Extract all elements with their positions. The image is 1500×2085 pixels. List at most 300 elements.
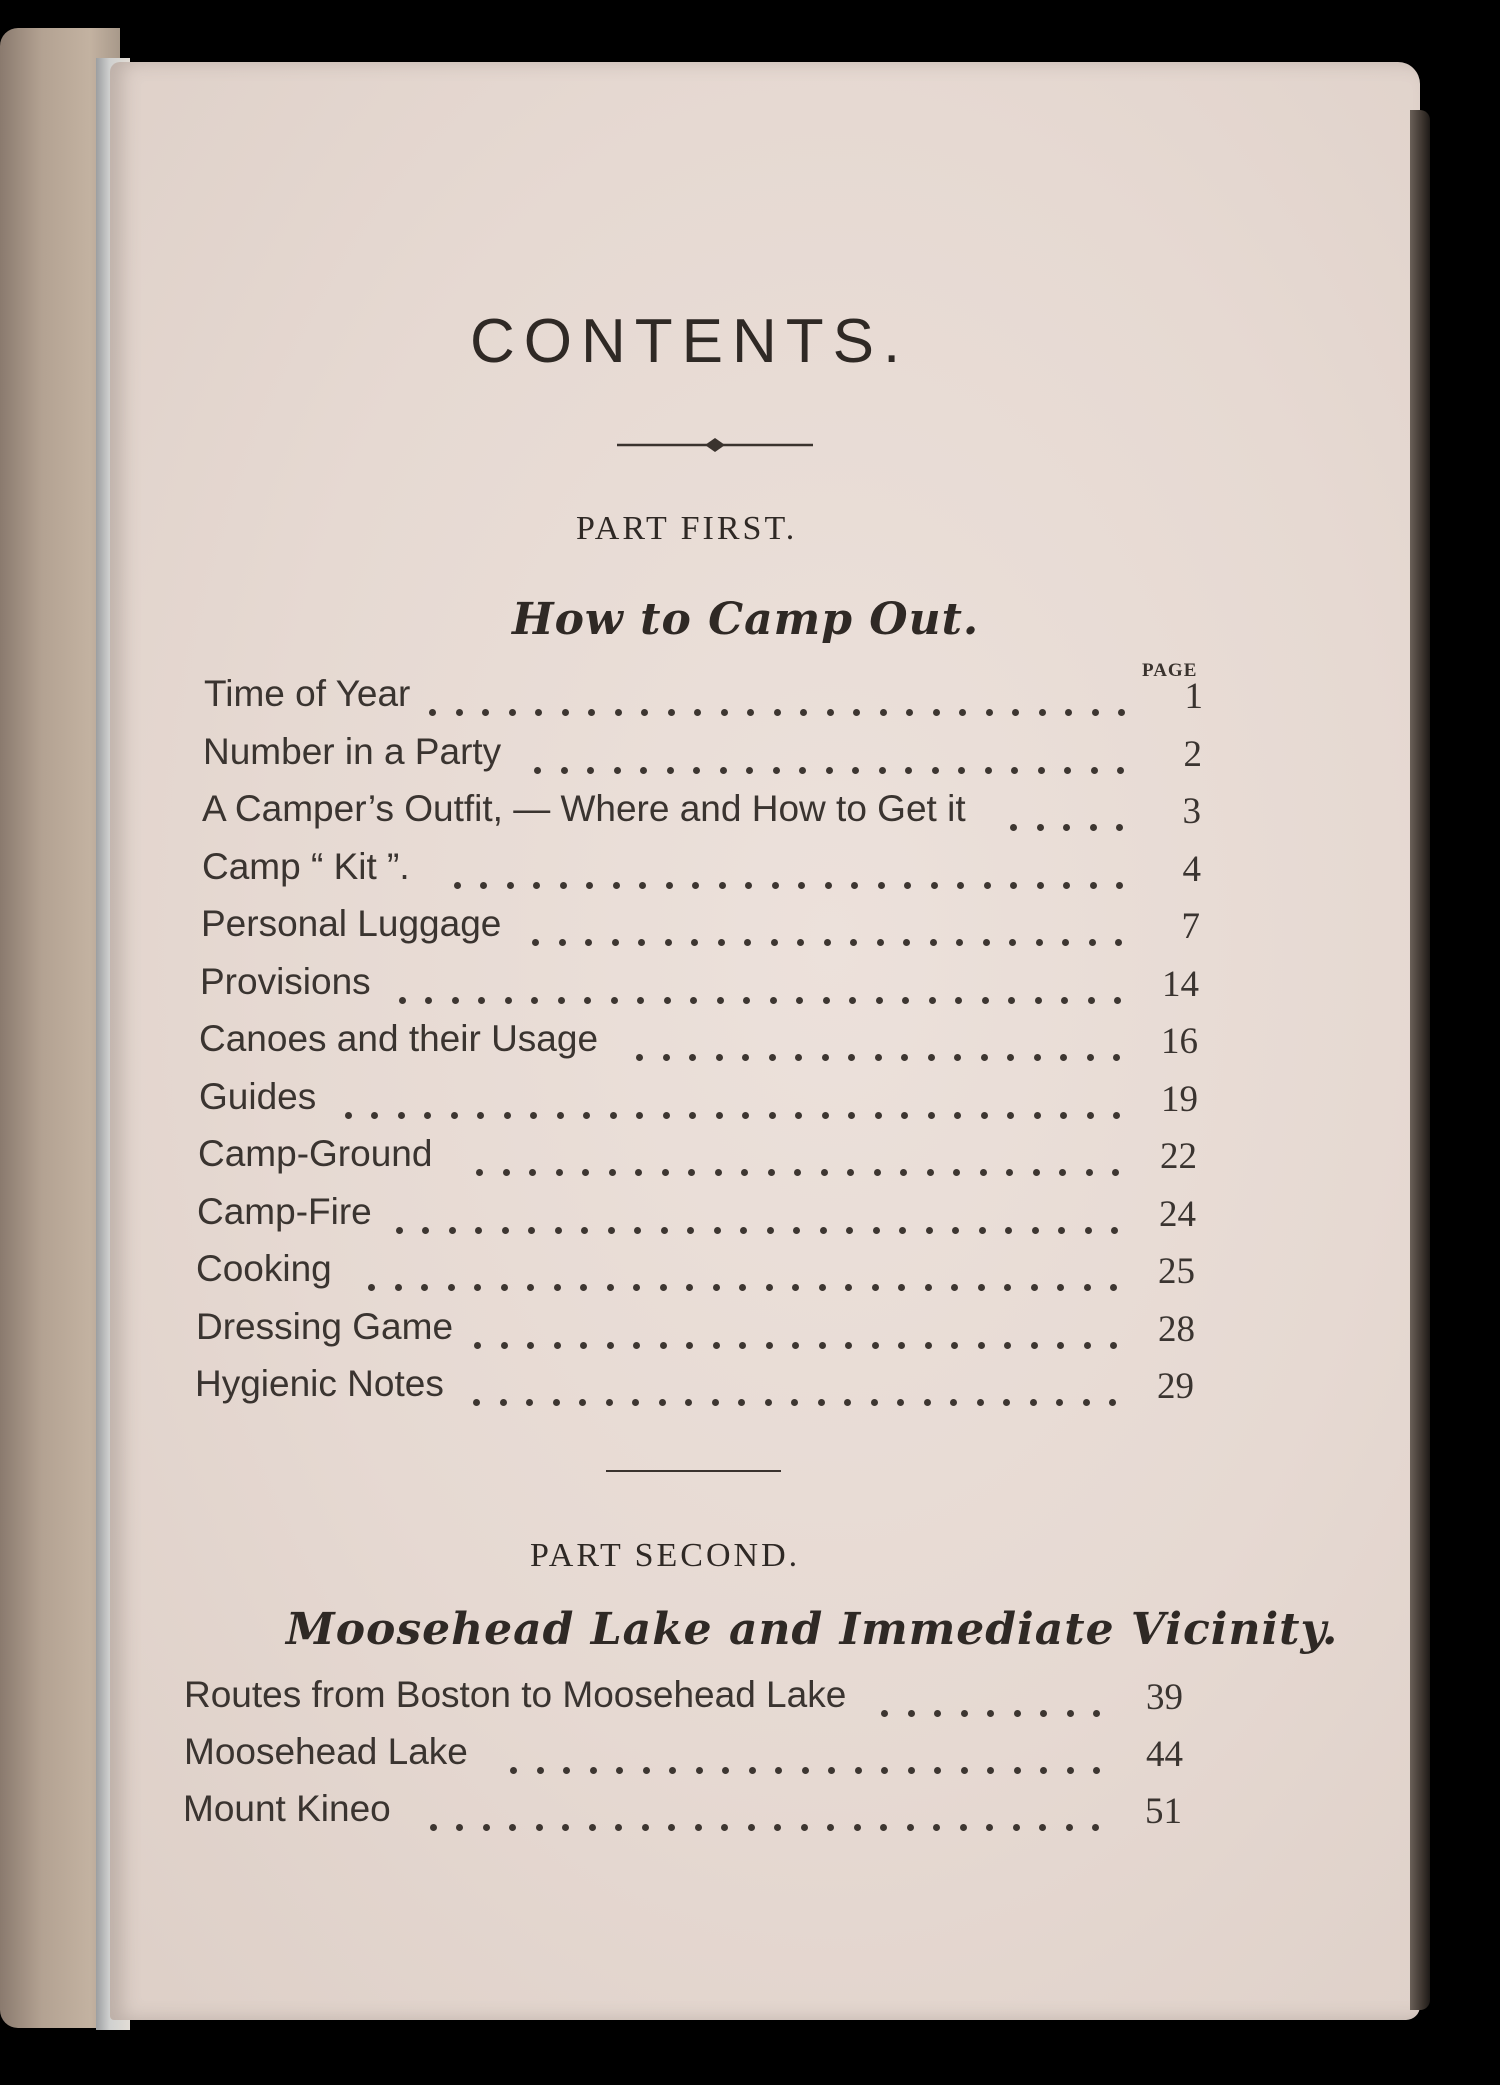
leader-dot bbox=[982, 997, 989, 1004]
leader-dot bbox=[933, 709, 940, 716]
leader-dot bbox=[795, 1112, 802, 1119]
leader-dot bbox=[765, 1399, 772, 1406]
leader-dot bbox=[588, 709, 595, 716]
leader-dot bbox=[874, 1169, 881, 1176]
toc-entry-page: 7 bbox=[1181, 906, 1200, 947]
leader-dot bbox=[987, 1710, 994, 1717]
leader-dot bbox=[1090, 882, 1097, 889]
leader-dot bbox=[1035, 997, 1042, 1004]
toc-entry-page: 16 bbox=[1161, 1021, 1198, 1062]
leader-dot bbox=[978, 1284, 985, 1291]
leader-dot bbox=[636, 1054, 643, 1061]
leader-dot bbox=[769, 1054, 776, 1061]
leader-dot bbox=[1110, 1342, 1117, 1349]
leader-dot bbox=[802, 1767, 809, 1774]
leader-dot bbox=[613, 882, 620, 889]
leader-dot bbox=[1034, 1054, 1041, 1061]
toc-entry-title: Cooking bbox=[196, 1248, 332, 1289]
leader-dot bbox=[927, 1169, 934, 1176]
toc-entry-page: 4 bbox=[1182, 848, 1201, 890]
toc-entry-title: A Camper’s Outfit, — Where and How to Get it bbox=[202, 788, 966, 829]
leader-dot bbox=[1067, 1767, 1074, 1774]
leader-dot bbox=[456, 709, 463, 716]
leader-dot bbox=[956, 939, 963, 946]
leader-dot bbox=[954, 1112, 961, 1119]
right-page-edge bbox=[1410, 110, 1430, 2010]
leader-dot bbox=[770, 997, 777, 1004]
leader-dot bbox=[688, 1169, 695, 1176]
leader-dot bbox=[1084, 1284, 1091, 1291]
toc-entry-title: Provisions bbox=[200, 960, 371, 1002]
leader-dot bbox=[456, 1824, 463, 1831]
leader-dot bbox=[668, 709, 675, 716]
leader-dot bbox=[584, 997, 591, 1004]
leader-dot bbox=[930, 939, 937, 946]
leader-dot bbox=[1004, 1342, 1011, 1349]
leader-dot bbox=[634, 1227, 641, 1234]
leader-dot bbox=[1040, 1710, 1047, 1717]
leader-dot bbox=[719, 882, 726, 889]
leader-dot bbox=[476, 1169, 483, 1176]
leader-dot bbox=[610, 1112, 617, 1119]
leader-dot bbox=[961, 1710, 968, 1717]
leader-dot bbox=[904, 882, 911, 889]
leader-dot bbox=[717, 997, 724, 1004]
leader-dot bbox=[978, 1342, 985, 1349]
leader-dot bbox=[855, 1767, 862, 1774]
leader-dot bbox=[1038, 767, 1045, 774]
toc-entry-page: 24 bbox=[1159, 1193, 1196, 1235]
leader-dot bbox=[987, 1767, 994, 1774]
leader-dot bbox=[907, 1824, 914, 1831]
leader-dot bbox=[1087, 1112, 1094, 1119]
leader-dot bbox=[1084, 1342, 1091, 1349]
leader-dot bbox=[689, 1112, 696, 1119]
leader-dot bbox=[924, 1399, 931, 1406]
leader-dot bbox=[1064, 767, 1071, 774]
leader-dot bbox=[534, 767, 541, 774]
leader-dot bbox=[791, 1399, 798, 1406]
leader-dot bbox=[767, 1227, 774, 1234]
leader-dot bbox=[695, 1824, 702, 1831]
leader-dot bbox=[879, 767, 886, 774]
leader-dot bbox=[557, 1112, 564, 1119]
leader-dot bbox=[1062, 939, 1069, 946]
leader-dot bbox=[850, 939, 857, 946]
leader-dot bbox=[560, 882, 567, 889]
leader-dot bbox=[666, 882, 673, 889]
leader-dot bbox=[848, 1112, 855, 1119]
leader-dot bbox=[473, 1399, 480, 1406]
leader-dot bbox=[1066, 1824, 1073, 1831]
leader-dot bbox=[827, 1824, 834, 1831]
toc-entry-title: Camp-Fire bbox=[197, 1190, 372, 1232]
leader-dot bbox=[640, 767, 647, 774]
leader-dot bbox=[563, 1767, 570, 1774]
leader-dot bbox=[1032, 1227, 1039, 1234]
leader-dot bbox=[452, 997, 459, 1004]
leader-dot bbox=[529, 1169, 536, 1176]
leader-dot bbox=[878, 882, 885, 889]
leader-dot bbox=[510, 1767, 517, 1774]
leader-dot bbox=[931, 882, 938, 889]
leader-dot bbox=[958, 767, 965, 774]
part-second-title: Moosehead Lake and Immediate Vicinity. bbox=[286, 1604, 1339, 1655]
leader-dot bbox=[642, 1824, 649, 1831]
leader-dot bbox=[902, 997, 909, 1004]
leader-dot bbox=[853, 709, 860, 716]
leader-dot bbox=[1063, 882, 1070, 889]
leader-dot bbox=[986, 1824, 993, 1831]
leader-dot bbox=[1008, 997, 1015, 1004]
leader-dot bbox=[448, 1284, 455, 1291]
leader-dot bbox=[582, 1169, 589, 1176]
leader-dot bbox=[633, 1284, 640, 1291]
leader-dot bbox=[742, 1054, 749, 1061]
toc-entry-title: Hygienic Notes bbox=[195, 1363, 444, 1404]
leader-dot bbox=[721, 1824, 728, 1831]
leader-dot bbox=[926, 1227, 933, 1234]
leader-dot bbox=[478, 997, 485, 1004]
leader-dot bbox=[1030, 1399, 1037, 1406]
toc-entry-page: 25 bbox=[1158, 1251, 1195, 1292]
leader-dot bbox=[721, 709, 728, 716]
leader-dot bbox=[583, 1112, 590, 1119]
leader-dot bbox=[587, 767, 594, 774]
leader-dot bbox=[554, 1342, 561, 1349]
leader-dot bbox=[1037, 882, 1044, 889]
part-second-label: PART SECOND. bbox=[530, 1537, 801, 1574]
leader-dot bbox=[663, 1054, 670, 1061]
leader-dot bbox=[766, 1284, 773, 1291]
leader-dot bbox=[692, 882, 699, 889]
toc-entry-page: 2 bbox=[1183, 733, 1202, 775]
leader-dot bbox=[1007, 1112, 1014, 1119]
leader-dot bbox=[668, 1824, 675, 1831]
leader-dot bbox=[716, 1054, 723, 1061]
leader-dot bbox=[1010, 882, 1017, 889]
leader-dot bbox=[1034, 1112, 1041, 1119]
leader-dot bbox=[1065, 709, 1072, 716]
leader-dot bbox=[1039, 709, 1046, 716]
leader-dot bbox=[689, 1054, 696, 1061]
leader-dot bbox=[851, 882, 858, 889]
leader-dot bbox=[905, 767, 912, 774]
leader-dot bbox=[774, 1824, 781, 1831]
leader-dot bbox=[852, 767, 859, 774]
leader-dot bbox=[371, 1112, 378, 1119]
leader-dot bbox=[985, 767, 992, 774]
toc-entry-title: Moosehead Lake bbox=[184, 1731, 468, 1772]
leader-dot bbox=[928, 1054, 935, 1061]
leader-dot bbox=[739, 1342, 746, 1349]
leader-dot bbox=[607, 1342, 614, 1349]
leader-dot bbox=[794, 1169, 801, 1176]
leader-dot bbox=[849, 997, 856, 1004]
leader-dot bbox=[1115, 939, 1122, 946]
leader-dot bbox=[898, 1342, 905, 1349]
leader-dot bbox=[1116, 882, 1123, 889]
leader-dot bbox=[722, 1767, 729, 1774]
leader-dot bbox=[1112, 1169, 1119, 1176]
leader-dot bbox=[1058, 1227, 1065, 1234]
toc-entry-page: 44 bbox=[1146, 1734, 1183, 1775]
leader-dot bbox=[531, 997, 538, 1004]
leader-dot bbox=[686, 1342, 693, 1349]
leader-dot bbox=[555, 1227, 562, 1234]
leader-dot bbox=[745, 882, 752, 889]
leader-dot bbox=[981, 1054, 988, 1061]
leader-dot bbox=[901, 1112, 908, 1119]
leader-dot bbox=[691, 939, 698, 946]
leader-dot bbox=[747, 709, 754, 716]
leader-dot bbox=[713, 1284, 720, 1291]
leader-dot bbox=[1031, 1284, 1038, 1291]
leader-dot bbox=[801, 1824, 808, 1831]
leader-dot bbox=[828, 1767, 835, 1774]
leader-dot bbox=[505, 997, 512, 1004]
leader-dot bbox=[872, 1342, 879, 1349]
leader-dot bbox=[792, 1342, 799, 1349]
leader-dot bbox=[847, 1169, 854, 1176]
leader-dot bbox=[561, 767, 568, 774]
leader-dot bbox=[612, 939, 619, 946]
leader-dot bbox=[741, 1169, 748, 1176]
toc-entry-title: Number in a Party bbox=[203, 730, 502, 772]
leader-dot bbox=[822, 1112, 829, 1119]
leader-dot bbox=[1093, 1710, 1100, 1717]
leader-dot bbox=[502, 1227, 509, 1234]
leader-dot bbox=[744, 939, 751, 946]
leader-dot bbox=[827, 709, 834, 716]
leader-dot bbox=[685, 1399, 692, 1406]
leader-dot bbox=[430, 1824, 437, 1831]
leader-dot bbox=[482, 709, 489, 716]
toc-entry-page: 28 bbox=[1158, 1308, 1195, 1350]
leader-dot bbox=[1085, 1227, 1092, 1234]
leader-dot bbox=[686, 1284, 693, 1291]
leader-dot bbox=[1092, 709, 1099, 716]
leader-dot bbox=[663, 1112, 670, 1119]
leader-dot bbox=[429, 709, 436, 716]
leader-dot bbox=[581, 1227, 588, 1234]
leader-dot bbox=[740, 1227, 747, 1234]
leader-dot bbox=[696, 1767, 703, 1774]
leader-dot bbox=[819, 1284, 826, 1291]
leader-dot bbox=[633, 1342, 640, 1349]
leader-dot bbox=[798, 882, 805, 889]
section-divider bbox=[606, 1470, 781, 1472]
leader-dot bbox=[881, 1767, 888, 1774]
leader-dot bbox=[501, 1342, 508, 1349]
leader-dot bbox=[906, 709, 913, 716]
leader-dot bbox=[749, 1767, 756, 1774]
toc-entry-title: Canoes and their Usage bbox=[199, 1018, 599, 1059]
toc-entry-title: Dressing Game bbox=[196, 1305, 454, 1347]
leader-dot bbox=[871, 1399, 878, 1406]
leader-dot bbox=[932, 767, 939, 774]
leader-dot bbox=[1113, 1054, 1120, 1061]
leader-dot bbox=[483, 1824, 490, 1831]
leader-dot bbox=[424, 1112, 431, 1119]
toc-entry-page: 19 bbox=[1161, 1078, 1198, 1120]
leader-dot bbox=[667, 767, 674, 774]
leader-dot bbox=[1111, 1227, 1118, 1234]
leader-dot bbox=[846, 1227, 853, 1234]
leader-dot bbox=[1039, 1824, 1046, 1831]
leader-dot bbox=[1091, 767, 1098, 774]
leader-dot bbox=[739, 1284, 746, 1291]
leader-dot bbox=[1113, 1112, 1120, 1119]
leader-dot bbox=[986, 709, 993, 716]
leader-dot bbox=[559, 939, 566, 946]
leader-dot bbox=[903, 939, 910, 946]
leader-dot bbox=[607, 1284, 614, 1291]
leader-dot bbox=[580, 1284, 587, 1291]
leader-dot bbox=[526, 1399, 533, 1406]
leader-dot bbox=[774, 709, 781, 716]
leader-dot bbox=[793, 1227, 800, 1234]
leader-dot bbox=[669, 1767, 676, 1774]
toc-entry-page: 3 bbox=[1182, 791, 1201, 832]
leader-dot bbox=[1014, 1710, 1021, 1717]
leader-dot bbox=[660, 1284, 667, 1291]
leader-dot bbox=[606, 1399, 613, 1406]
leader-dot bbox=[562, 709, 569, 716]
leader-dot bbox=[983, 939, 990, 946]
leader-dot bbox=[451, 1112, 458, 1119]
leader-dot bbox=[819, 1342, 826, 1349]
leader-dot bbox=[877, 939, 884, 946]
leader-dot bbox=[1088, 997, 1095, 1004]
leader-dot bbox=[1114, 997, 1121, 1004]
leader-dot bbox=[1033, 1169, 1040, 1176]
leader-dot bbox=[1110, 1284, 1117, 1291]
leader-dot bbox=[1014, 1767, 1021, 1774]
leader-dot bbox=[643, 1767, 650, 1774]
leader-dot bbox=[398, 1112, 405, 1119]
leader-dot bbox=[1003, 1399, 1010, 1406]
leader-dot bbox=[984, 882, 991, 889]
leader-dot bbox=[507, 882, 514, 889]
leader-dot bbox=[908, 1710, 915, 1717]
leader-dot bbox=[1092, 1824, 1099, 1831]
leader-dot bbox=[1093, 1767, 1100, 1774]
leader-dot bbox=[585, 939, 592, 946]
leader-dot bbox=[844, 1399, 851, 1406]
leader-dot bbox=[1118, 709, 1125, 716]
leader-dot bbox=[474, 1284, 481, 1291]
leader-dot bbox=[952, 1227, 959, 1234]
leader-dot bbox=[616, 1767, 623, 1774]
leader-dot bbox=[608, 1227, 615, 1234]
leader-dot bbox=[934, 1710, 941, 1717]
part-first-label: PART FIRST. bbox=[576, 510, 798, 547]
leader-dot bbox=[635, 1169, 642, 1176]
leader-dot bbox=[637, 997, 644, 1004]
leader-dot bbox=[955, 997, 962, 1004]
leader-dot bbox=[925, 1284, 932, 1291]
leader-dot bbox=[509, 709, 516, 716]
leader-dot bbox=[690, 997, 697, 1004]
leader-dot bbox=[818, 1399, 825, 1406]
leader-dot bbox=[714, 1227, 721, 1234]
leader-dot bbox=[872, 1284, 879, 1291]
toc-entry-page: 22 bbox=[1160, 1136, 1197, 1177]
leader-dot bbox=[639, 882, 646, 889]
leader-dot bbox=[535, 709, 542, 716]
leader-dot bbox=[845, 1284, 852, 1291]
leader-dot bbox=[480, 882, 487, 889]
leader-dot bbox=[614, 767, 621, 774]
leader-dot bbox=[396, 1227, 403, 1234]
ornament-divider bbox=[615, 436, 815, 454]
leader-dot bbox=[632, 1399, 639, 1406]
leader-dot bbox=[533, 882, 540, 889]
leader-dot bbox=[477, 1112, 484, 1119]
leader-dot bbox=[1067, 1710, 1074, 1717]
leader-dot bbox=[822, 1054, 829, 1061]
leader-dot bbox=[820, 1227, 827, 1234]
leader-dot bbox=[768, 1169, 775, 1176]
leader-dot bbox=[979, 1227, 986, 1234]
leader-dot bbox=[826, 767, 833, 774]
toc-entry-page: 29 bbox=[1157, 1366, 1194, 1407]
leader-dot bbox=[1063, 824, 1070, 831]
leader-dot bbox=[687, 1227, 694, 1234]
leader-dot bbox=[694, 709, 701, 716]
leader-dot bbox=[1083, 1399, 1090, 1406]
leader-dot bbox=[1013, 1824, 1020, 1831]
leader-dot bbox=[422, 1227, 429, 1234]
leader-dot bbox=[1009, 939, 1016, 946]
leader-dot bbox=[501, 1284, 508, 1291]
leader-dot bbox=[775, 1767, 782, 1774]
leader-dot bbox=[579, 1399, 586, 1406]
leader-dot bbox=[845, 1342, 852, 1349]
leader-dot bbox=[746, 767, 753, 774]
leader-dot bbox=[954, 1054, 961, 1061]
leader-dot bbox=[638, 939, 645, 946]
leader-dot bbox=[1040, 1767, 1047, 1774]
leader-dot bbox=[665, 939, 672, 946]
leader-dot bbox=[454, 882, 461, 889]
leader-dot bbox=[1087, 1054, 1094, 1061]
leader-dot bbox=[1056, 1399, 1063, 1406]
leader-dot bbox=[1109, 1399, 1116, 1406]
leader-dot bbox=[980, 1169, 987, 1176]
leader-dot bbox=[795, 1054, 802, 1061]
leader-dot bbox=[875, 1054, 882, 1061]
leader-dot bbox=[615, 709, 622, 716]
contents-title: CONTENTS. bbox=[470, 307, 910, 376]
leader-dot bbox=[421, 1284, 428, 1291]
leader-dot bbox=[961, 1767, 968, 1774]
leader-dot bbox=[1057, 1342, 1064, 1349]
leader-dot bbox=[530, 1112, 537, 1119]
leader-dot bbox=[825, 882, 832, 889]
leader-dot bbox=[880, 1824, 887, 1831]
leader-dot bbox=[1057, 1284, 1064, 1291]
leader-dot bbox=[743, 997, 750, 1004]
leader-dot bbox=[553, 1399, 560, 1406]
leader-dot bbox=[611, 997, 618, 1004]
leader-dot bbox=[876, 997, 883, 1004]
leader-dot bbox=[562, 1824, 569, 1831]
leader-dot bbox=[532, 939, 539, 946]
leader-dot bbox=[880, 709, 887, 716]
leader-dot bbox=[537, 1767, 544, 1774]
